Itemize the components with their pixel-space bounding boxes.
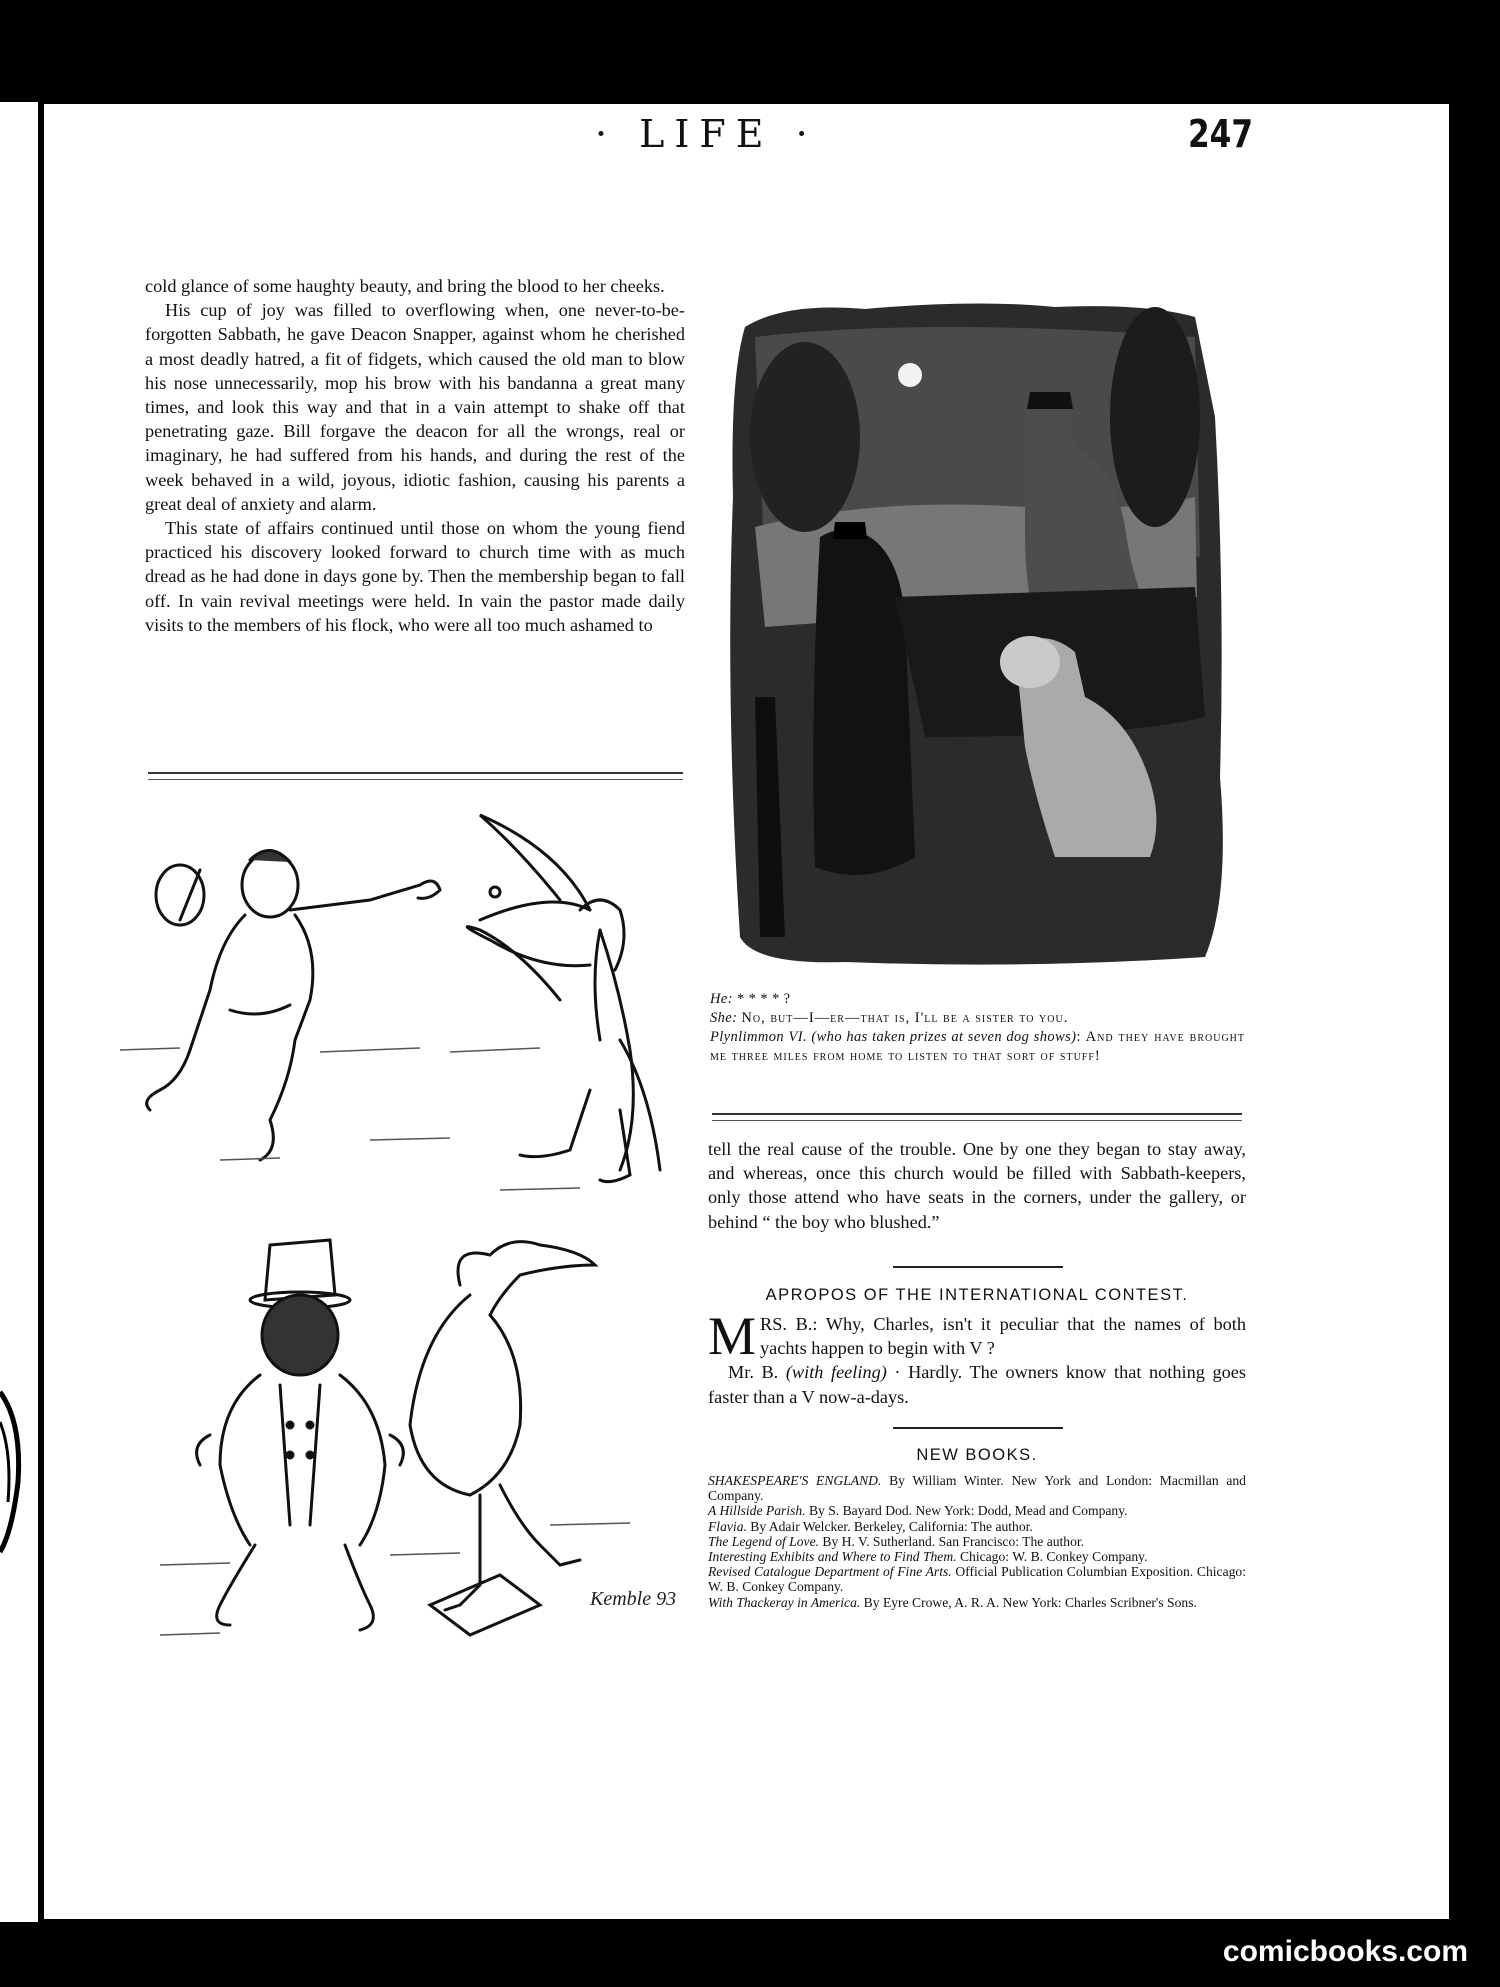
- book-details: By H. V. Sutherland. San Francisco: The author.: [819, 1533, 1085, 1549]
- book-title: With Thackeray in America.: [708, 1594, 861, 1610]
- book-details: By S. Bayard Dod. New York: Dodd, Mead and Company.: [805, 1503, 1128, 1519]
- new-books-heading: NEW BOOKS.: [916, 1446, 1038, 1464]
- dialogue-speaker: Mr. B.: [728, 1362, 779, 1383]
- book-entry: [708, 1503, 1246, 1518]
- paragraph: tell the real cause of the trouble. One by one they began to stay away, and whereas, once this church would be filled with Sabbath-keepers, only those attend who have seats in the corners, under the gallery, or behind “ the boy who blushed.”: [708, 1139, 1246, 1232]
- drop-cap: M: [708, 1306, 757, 1366]
- short-divider: [893, 1427, 1063, 1429]
- night-scene-illustration: [725, 297, 1230, 967]
- caption-note: (who has taken prizes at seven dog shows): [811, 1029, 1077, 1045]
- book-entry: [708, 1534, 1246, 1549]
- paragraph: His cup of joy was filled to overflowing when, one never-to-be-forgotten Sabbath, he gave Deacon Snapper, against whom he cherished a most deadly hatred, a fit of fidgets, which caused the old man to blow his nose unnecessarily, mop his brow with his bandanna a great many times, and look this way and that in a vain attempt to shake off that penetrating gaze. Bill forgave the deacon for all the wrongs, real or imaginary, he had suffered from his hands, and during the rest of the week behaved in a wild, joyous, idiotic fashion, causing his parents a great deal of anxiety and alarm.: [145, 300, 685, 514]
- book-details: By William Winter. New York and London: Macmillan and Company.: [708, 1473, 1246, 1504]
- dialogue-line: RS. B.: Why, Charles, isn't it peculiar that the names of both yachts happen to begin with V ?: [760, 1314, 1246, 1359]
- book-details: Official Publication Columbian Exposition. Chicago: W. B. Conkey Company.: [708, 1564, 1246, 1595]
- short-divider: [893, 1266, 1063, 1268]
- book-details: By Eyre Crowe, A. R. A. New York: Charles Scribner's Sons.: [860, 1594, 1197, 1610]
- caption-speaker: She:: [710, 1010, 738, 1026]
- paragraph: This state of affairs continued until those on whom the young fiend practiced his discovery looked forward to church time with as much dread as he had done in days gone by. Then the membership began to fall off. In vain revival meetings were held. In vain the pastor made daily visits to the members of his flock, who were all too much ashamed to: [145, 518, 685, 635]
- dialogue-note: (with feeling): [785, 1362, 887, 1383]
- article-column-left: [145, 274, 685, 637]
- book-details: By Adair Welcker. Berkeley, California: The author.: [746, 1518, 1033, 1534]
- page-number: 247: [1188, 112, 1254, 156]
- book-entry: [708, 1519, 1246, 1534]
- book-title: The Legend of Love.: [708, 1533, 820, 1549]
- book-title: A Hillside Parish.: [708, 1503, 806, 1519]
- book-entry: [708, 1564, 1246, 1594]
- new-books-list: [708, 1473, 1246, 1610]
- caption-text: * * * * ?: [736, 991, 791, 1007]
- apropos-heading: APROPOS OF THE INTERNATIONAL CONTEST.: [765, 1286, 1189, 1304]
- monkey-and-stork-cartoon-bottom: [160, 1225, 700, 1665]
- book-title: Interesting Exhibits and Where to Find Them.: [708, 1549, 957, 1565]
- illustration-caption: [710, 990, 1245, 1066]
- monkey-and-stork-cartoon-top: [120, 790, 690, 1210]
- section-divider: [148, 772, 683, 780]
- caption-speaker: Plynlimmon VI.: [710, 1029, 807, 1045]
- apropos-dialogue: [708, 1306, 1246, 1409]
- magazine-title: · LIFE ·: [595, 112, 818, 156]
- paragraph: cold glance of some haughty beauty, and bring the blood to her cheeks.: [145, 276, 665, 296]
- caption-text: : And they have brought me three miles from home to listen to that sort of stuff!: [710, 1029, 1246, 1064]
- book-entry: [708, 1595, 1246, 1610]
- caption-text: No, but—I—er—that is, I'll be a sister to you.: [741, 1010, 1069, 1026]
- source-watermark: comicbooks.com: [1222, 1935, 1468, 1968]
- section-divider: [712, 1113, 1242, 1121]
- facing-page-illustration-fragment: [0, 102, 38, 1922]
- article-column-right: [708, 1137, 1246, 1234]
- book-entry: [708, 1473, 1246, 1503]
- book-title: Revised Catalogue Department of Fine Arts.: [708, 1564, 952, 1580]
- caption-speaker: He:: [710, 991, 733, 1007]
- dialogue-line: · Hardly. The owners know that nothing goes faster than a V now-a-days.: [708, 1362, 1246, 1407]
- artist-signature: Kemble 93: [590, 1588, 677, 1610]
- book-entry: [708, 1549, 1246, 1564]
- book-title: Flavia.: [708, 1518, 747, 1534]
- book-title: SHAKESPEARE'S ENGLAND.: [708, 1473, 882, 1488]
- book-details: Chicago: W. B. Conkey Company.: [956, 1549, 1148, 1565]
- facing-page-edge: [0, 102, 41, 1922]
